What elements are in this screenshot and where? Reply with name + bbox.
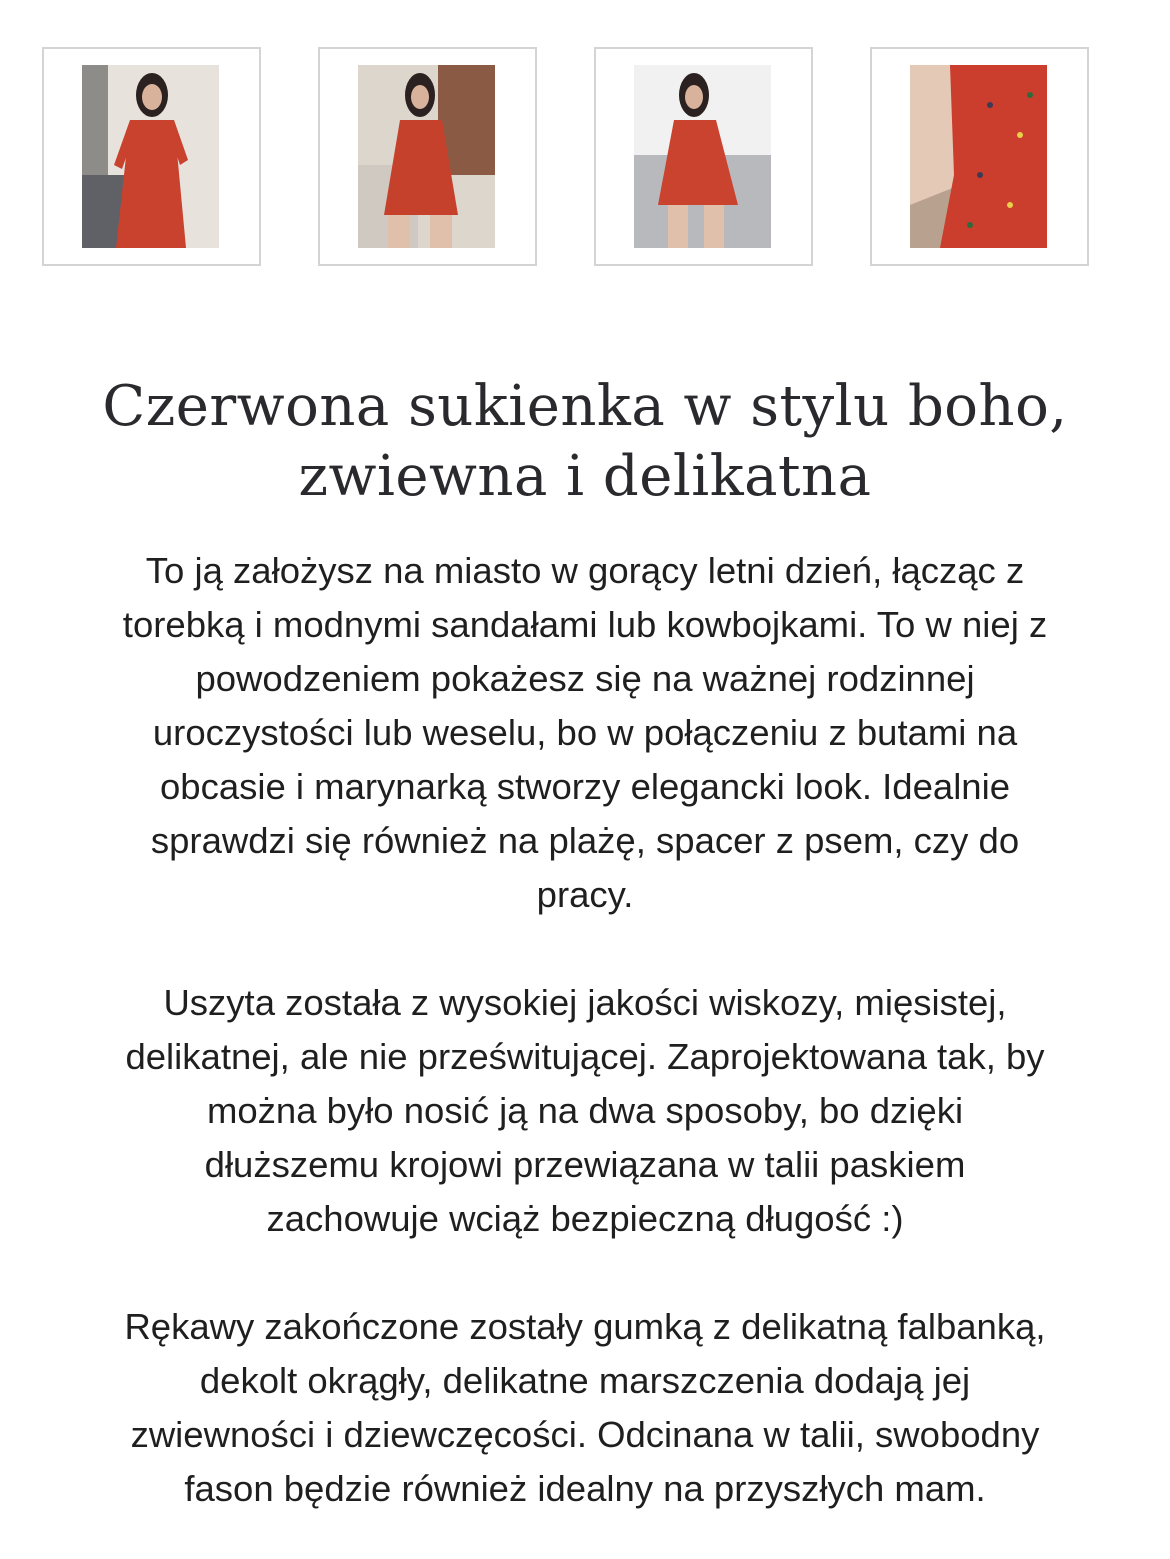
thumbnail-2[interactable]: [318, 47, 537, 266]
description-line: zachowuje wciąż bezpieczną długość :): [266, 1198, 904, 1239]
dress-photo-seated-bed: [358, 65, 495, 248]
product-title: [30, 372, 1140, 512]
description-line: powodzeniem pokażesz się na ważnej rodzinnej: [195, 658, 975, 699]
description-line: torebką i modnymi sandałami lub kowbojkami. To w niej z: [122, 604, 1048, 645]
description-line: uroczystości lub weselu, bo w połączeniu z butami na: [152, 712, 1018, 753]
description-line: fason będzie również idealny na przyszłych mam.: [184, 1468, 986, 1509]
description-line: delikatnej, ale nie prześwitującej. Zaprojektowana tak, by: [125, 1036, 1045, 1077]
product-description: [20, 544, 1150, 1516]
description-paragraph-2: [20, 976, 1150, 1246]
dress-photo-detail: [910, 65, 1047, 248]
description-line: pracy.: [536, 874, 634, 915]
paragraph-spacer: [20, 1246, 1150, 1300]
thumbnail-4[interactable]: [870, 47, 1089, 266]
product-gallery-thumbnails: [42, 47, 1089, 266]
description-line: sprawdzi się również na plażę, spacer z psem, czy do: [150, 820, 1020, 861]
dress-photo-seated-sofa: [634, 65, 771, 248]
description-line: Uszyta została z wysokiej jakości wiskozy, mięsistej,: [163, 982, 1007, 1023]
description-line: obcasie i marynarką stworzy elegancki look. Idealnie: [159, 766, 1011, 807]
thumbnail-3[interactable]: [594, 47, 813, 266]
product-title-line-1: Czerwona sukienka w stylu boho,: [102, 374, 1068, 439]
description-paragraph-3: [20, 1300, 1150, 1516]
paragraph-spacer: [20, 922, 1150, 976]
thumbnail-1[interactable]: [42, 47, 261, 266]
description-line: dłuższemu krojowi przewiązana w talii paskiem: [204, 1144, 966, 1185]
dress-photo-front: [82, 65, 219, 248]
description-line: zwiewności i dziewczęcości. Odcinana w talii, swobodny: [130, 1414, 1040, 1455]
description-line: To ją założysz na miasto w gorący letni dzień, łącząc z: [145, 550, 1025, 591]
product-title-line-2: zwiewna i delikatna: [298, 444, 872, 509]
description-line: można było nosić ją na dwa sposoby, bo dzięki: [206, 1090, 964, 1131]
description-line: dekolt okrągły, delikatne marszczenia dodają jej: [199, 1360, 971, 1401]
description-line: Rękawy zakończone zostały gumką z delikatną falbanką,: [124, 1306, 1046, 1347]
description-paragraph-1: [20, 544, 1150, 922]
